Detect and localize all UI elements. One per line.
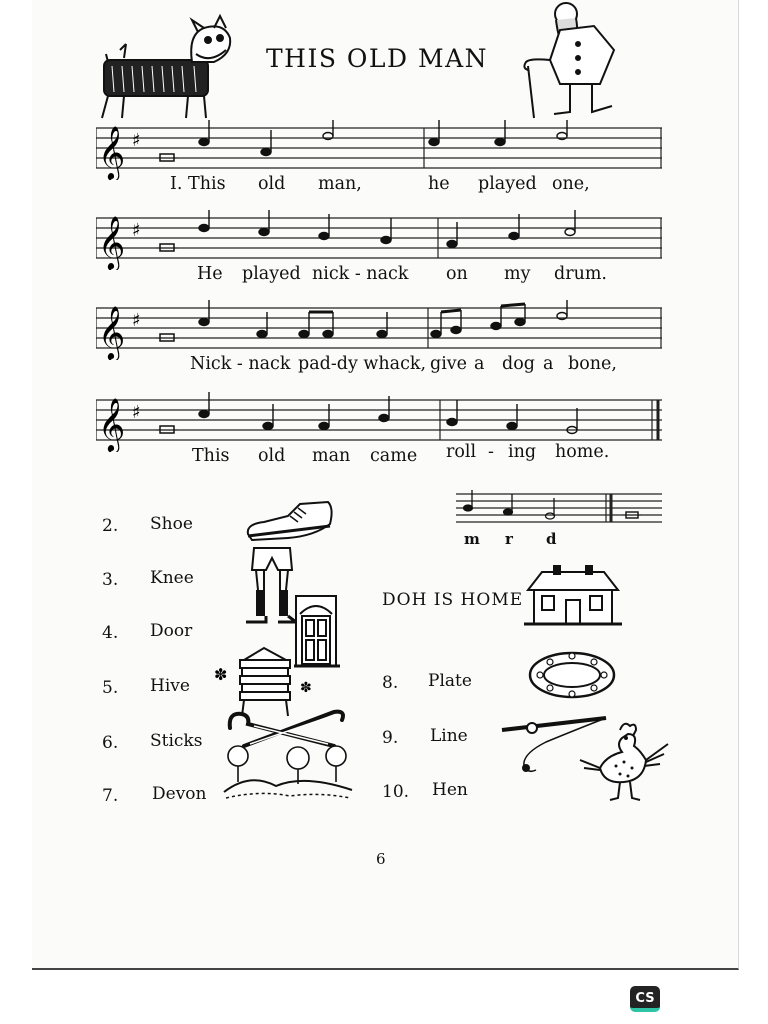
lyric-4-4: came: [370, 446, 418, 466]
lyric-1-1: I. This: [170, 174, 226, 194]
lyric-3-5: dog: [502, 354, 535, 374]
house-icon: [524, 566, 622, 628]
verse-word-door: Door: [150, 621, 193, 641]
verse-word-sticks: Sticks: [150, 731, 203, 751]
verse-word-line: Line: [430, 726, 468, 746]
solfa-d: d: [546, 530, 557, 548]
lyric-3-7: bone,: [568, 354, 617, 374]
svg-text:♯: ♯: [132, 310, 141, 331]
lyric-3-2: pad-dy whack,: [298, 354, 427, 374]
lyric-3-4: a: [474, 354, 485, 374]
lyric-3-6: a: [543, 354, 554, 374]
lyric-4-1: This: [192, 446, 230, 466]
lyric-2-4: on: [446, 264, 468, 284]
song-title: THIS OLD MAN: [265, 44, 489, 73]
lyric-4-6: -: [488, 442, 494, 462]
old-man-icon: [520, 0, 636, 122]
lyric-4-8: home.: [555, 442, 610, 462]
dog-icon: [96, 14, 236, 122]
lyric-1-2: old: [258, 174, 286, 194]
lyric-1-4: he: [428, 174, 450, 194]
camscanner-badge: CS: [630, 986, 660, 1012]
svg-text:♯: ♯: [132, 220, 141, 241]
svg-text:𝄞: 𝄞: [98, 305, 126, 359]
verse-number-2: 2.: [102, 516, 119, 536]
verse-word-hive: Hive: [150, 676, 190, 696]
verse-word-shoe: Shoe: [150, 514, 193, 534]
lyric-3-1: Nick - nack: [190, 354, 291, 374]
lyric-4-7: ing: [508, 442, 537, 462]
verse-number-8: 8.: [382, 673, 399, 693]
lyric-2-1: He: [197, 264, 223, 284]
solfa-r: r: [505, 530, 513, 548]
music-staff-3: [96, 300, 662, 360]
shoe-icon: [244, 498, 336, 544]
verse-number-5: 5.: [102, 678, 119, 698]
plate-icon: [528, 650, 616, 700]
lyric-1-6: one,: [552, 174, 590, 194]
verse-number-7: 7.: [102, 786, 119, 806]
verse-word-hen: Hen: [432, 780, 468, 800]
lyric-4-5: roll: [446, 442, 477, 462]
verse-word-plate: Plate: [428, 671, 472, 691]
svg-text:♯: ♯: [132, 402, 141, 423]
svg-text:𝄞: 𝄞: [98, 397, 126, 451]
verse-word-devon: Devon: [152, 784, 207, 804]
svg-text:𝄞: 𝄞: [98, 125, 126, 179]
legs-icon: [242, 546, 300, 628]
lyric-1-5: played: [478, 174, 537, 194]
hen-icon: [576, 720, 670, 802]
svg-text:𝄞: 𝄞: [98, 215, 126, 269]
lyric-2-6: drum.: [554, 264, 607, 284]
music-staff-2: [96, 210, 662, 270]
lyric-2-5: my: [504, 264, 531, 284]
solfa-staff: [456, 490, 662, 530]
hills-trees-icon: [220, 744, 356, 802]
lyric-2-2: played: [242, 264, 301, 284]
doh-is-home-label: DOH IS HOME: [382, 590, 524, 610]
verse-number-3: 3.: [102, 570, 119, 590]
lyric-3-3: give: [430, 354, 468, 374]
lyric-1-3: man,: [318, 174, 362, 194]
verse-word-knee: Knee: [150, 568, 194, 588]
lyric-4-2: old: [258, 446, 286, 466]
svg-text:♯: ♯: [132, 130, 141, 151]
verse-number-6: 6.: [102, 733, 119, 753]
page-number: 6: [376, 850, 386, 868]
solfa-m: m: [464, 530, 480, 548]
verse-number-9: 9.: [382, 728, 399, 748]
music-staff-1: [96, 120, 662, 180]
lyric-2-3: nick - nack: [312, 264, 409, 284]
svg-text:✽: ✽: [300, 680, 312, 696]
svg-text:✽: ✽: [214, 665, 228, 684]
lyric-4-3: man: [312, 446, 351, 466]
verse-number-10: 10.: [382, 782, 410, 802]
verse-number-4: 4.: [102, 623, 119, 643]
